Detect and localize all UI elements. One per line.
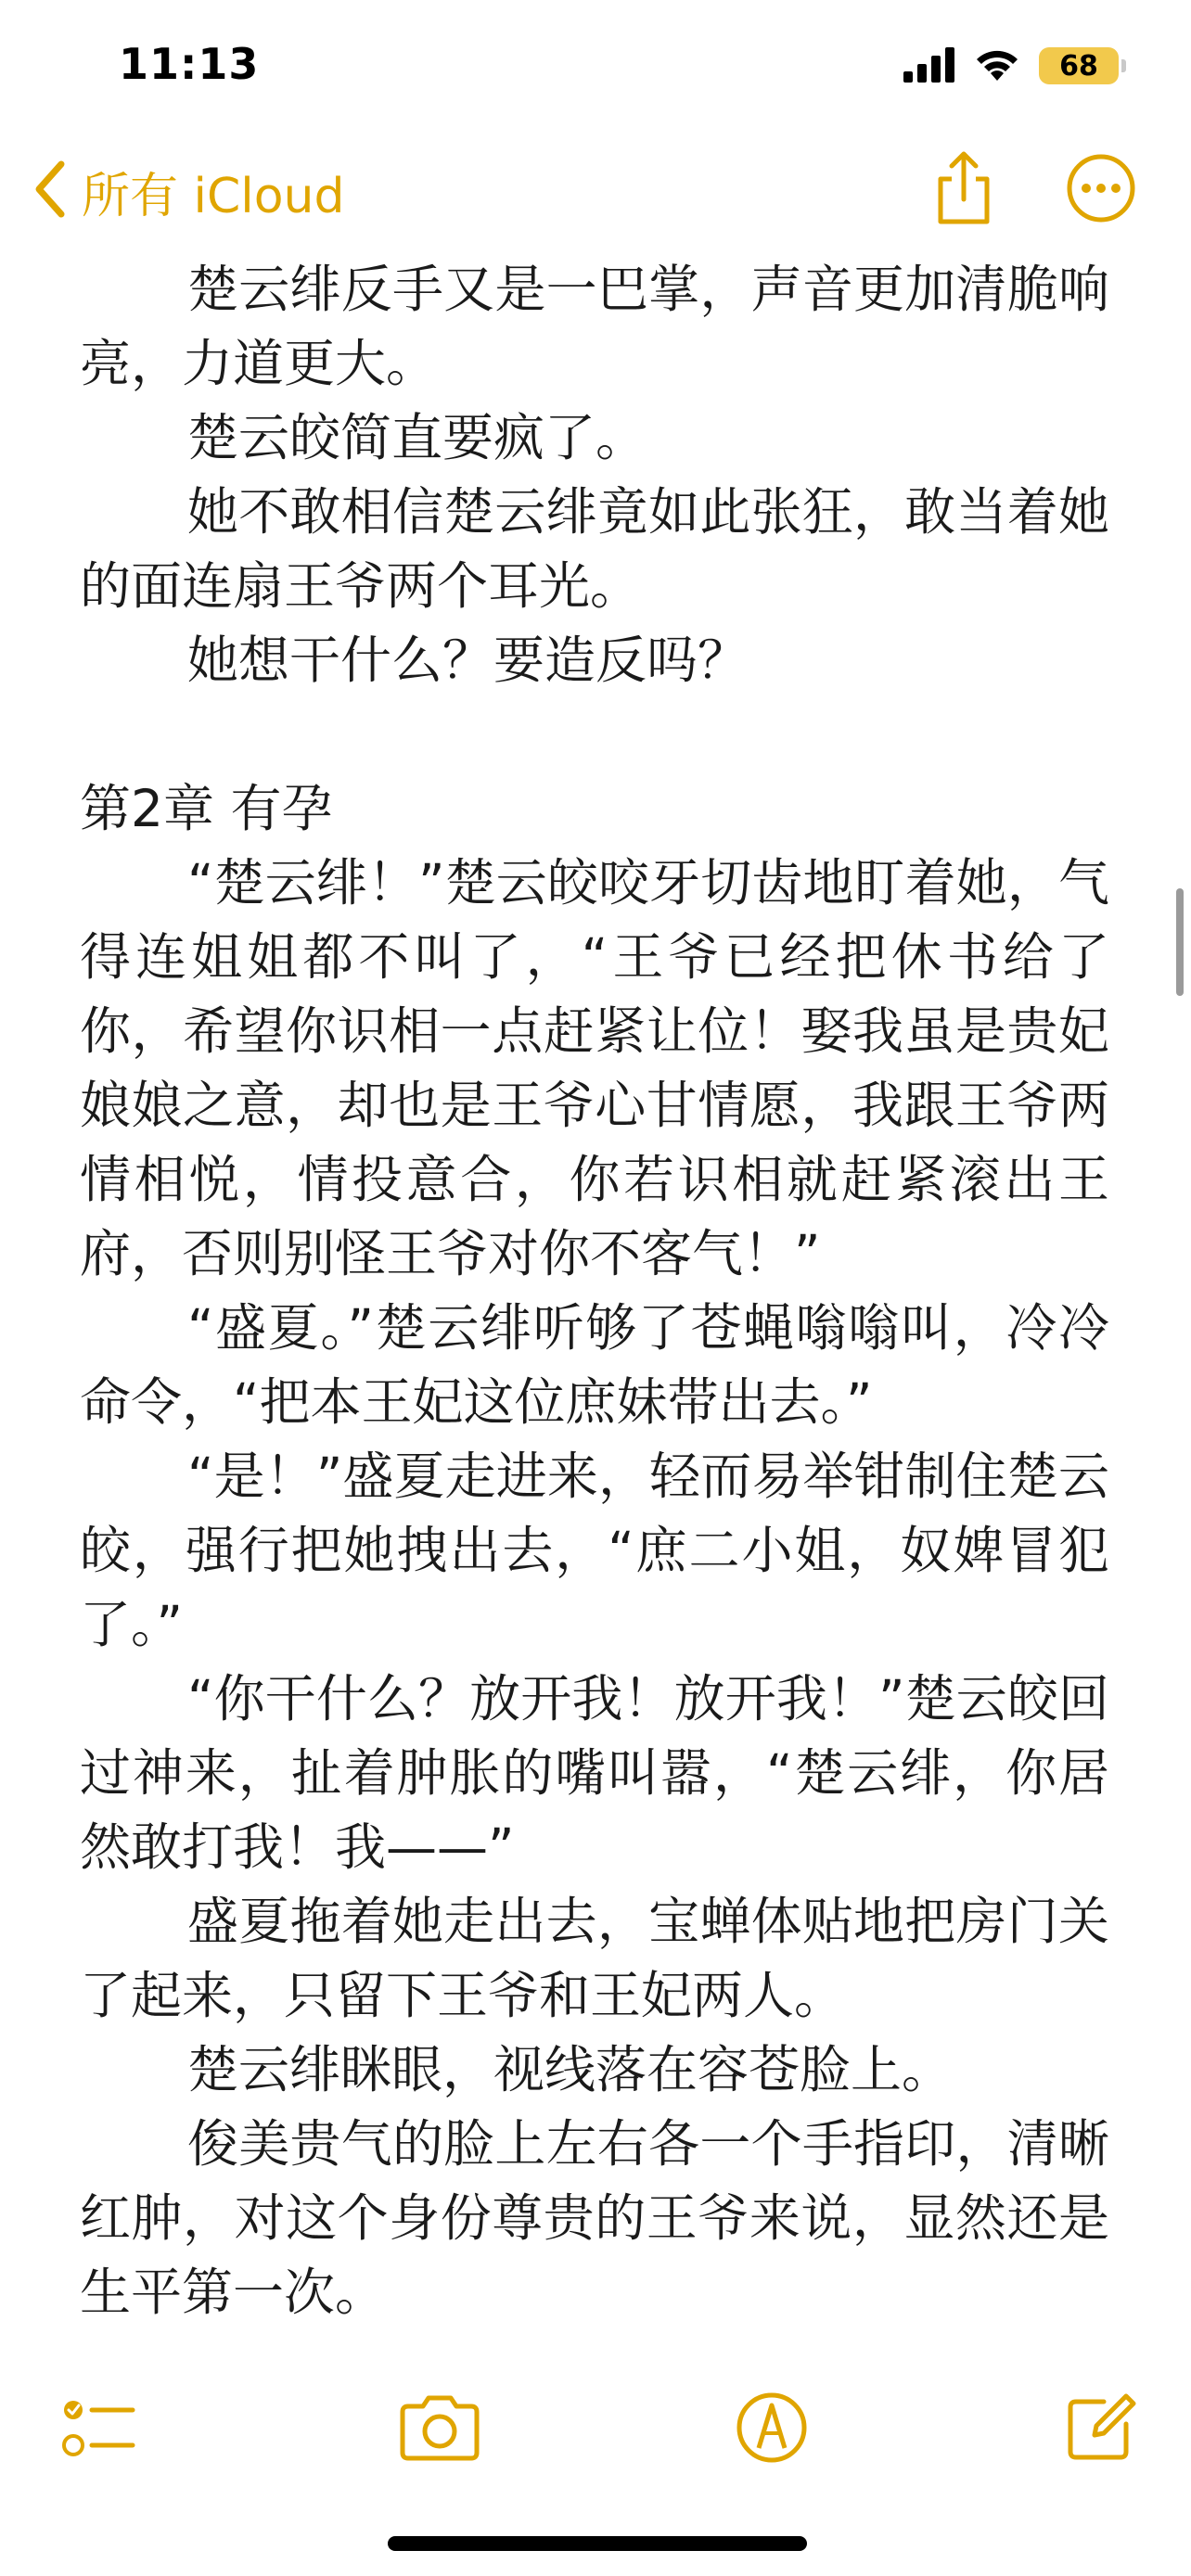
note-paragraph: 楚云绯反手又是一巴掌，声音更加清脆响亮，力道更大。	[80, 260, 1109, 393]
more-button[interactable]	[1059, 148, 1143, 232]
chapter-heading: 第2章 有孕	[80, 779, 333, 838]
note-paragraph: “楚云绯！”楚云皎咬牙切齿地盯着她，气得连姐姐都不叫了，“王爷已经把休书给了你，希望你识相一点赶紧让位！娶我虽是贵妃娘娘之意，却也是王爷心甘情愿，我跟王爷两情相悦，情投意合，你若识相就赶紧滚出王府，否则别怪王爷对你不客气！”	[80, 853, 1109, 1283]
share-button[interactable]	[922, 148, 1005, 232]
status-time: 11:13	[119, 39, 260, 89]
ellipsis-circle-icon	[1066, 153, 1136, 227]
wifi-icon	[972, 45, 1022, 86]
status-bar	[0, 0, 1191, 139]
note-paragraph: “是！”盛夏走进来，轻而易举钳制住楚云皎，强行把她拽出去，“庶二小姐，奴婢冒犯了。”	[80, 1447, 1109, 1654]
scroll-indicator[interactable]	[1176, 888, 1184, 996]
checklist-button[interactable]	[52, 2383, 145, 2476]
markup-pen-icon	[735, 2391, 809, 2468]
compose-icon	[1063, 2391, 1137, 2468]
cellular-signal-icon	[903, 45, 955, 86]
note-paragraph: 她不敢相信楚云绯竟如此张狂，敢当着她的面连扇王爷两个耳光。	[80, 482, 1109, 616]
navigation-bar	[0, 139, 1191, 250]
chevron-left-icon	[32, 159, 69, 223]
status-icons	[903, 43, 1119, 89]
camera-button[interactable]	[393, 2383, 486, 2476]
back-button[interactable]	[32, 154, 345, 228]
back-label: 所有 iCloud	[82, 168, 345, 224]
markup-button[interactable]	[725, 2383, 818, 2476]
blank-line	[80, 697, 1109, 772]
home-indicator[interactable]	[388, 2536, 807, 2551]
note-paragraph: “你干什么？放开我！放开我！”楚云皎回过神来，扯着肿胀的嘴叫嚣，“楚云绯，你居然敢打我！我——”	[80, 1669, 1109, 1877]
bottom-toolbar	[0, 2374, 1191, 2485]
note-paragraph: 楚云皎简直要疯了。	[187, 408, 647, 467]
battery-indicator: 68	[1039, 47, 1119, 84]
note-body[interactable]	[80, 252, 1109, 2329]
note-paragraph: 楚云绯眯眼，视线落在容苍脸上。	[187, 2040, 954, 2099]
compose-button[interactable]	[1054, 2383, 1146, 2476]
share-icon	[931, 151, 996, 229]
checklist-icon	[60, 2390, 136, 2469]
note-paragraph: “盛夏。”楚云绯听够了苍蝇嗡嗡叫，冷冷命令，“把本王妃这位庶妹带出去。”	[80, 1298, 1109, 1432]
note-paragraph: 盛夏拖着她走出去，宝蝉体贴地把房门关了起来，只留下王爷和王妃两人。	[80, 1892, 1109, 2025]
note-paragraph: 她想干什么？要造反吗？	[187, 631, 749, 690]
note-paragraph: 俊美贵气的脸上左右各一个手指印，清晰红肿，对这个身份尊贵的王爷来说，显然还是生平第一次。	[80, 2114, 1109, 2322]
camera-icon	[397, 2393, 482, 2466]
